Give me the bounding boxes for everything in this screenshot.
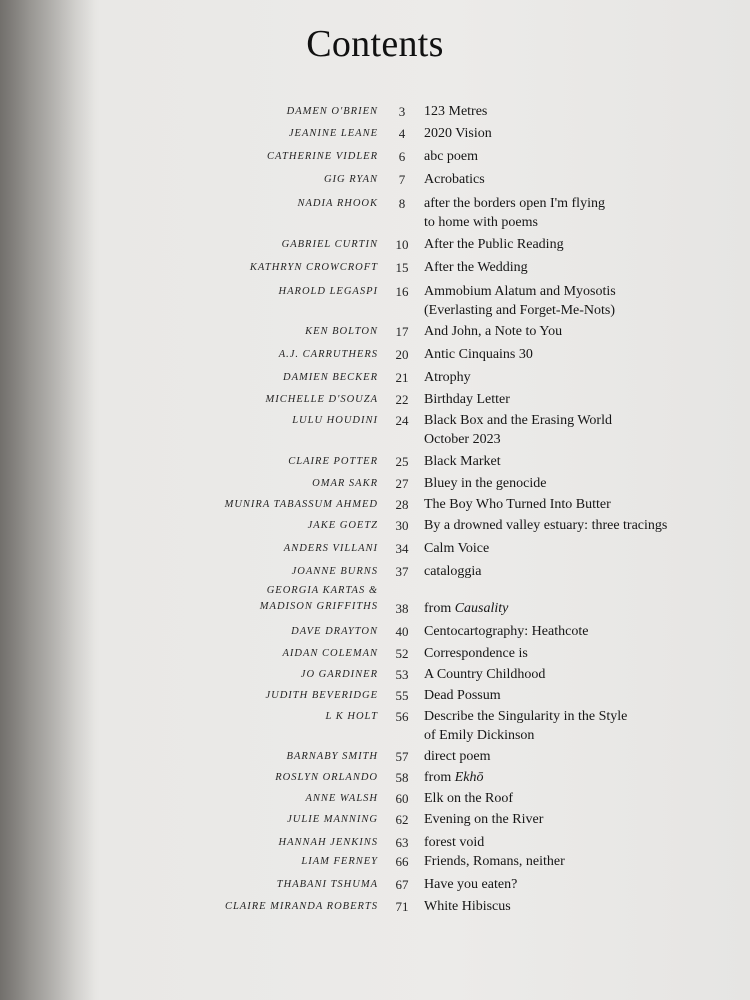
author-name: ROSLYN ORLANDO — [275, 772, 378, 783]
page-number: 55 — [395, 688, 409, 703]
poem-title: 2020 Vision — [424, 126, 492, 141]
poem-title: Friends, Romans, neither — [424, 854, 565, 869]
poem-title: Dead Possum — [424, 688, 501, 703]
page-number: 17 — [395, 324, 409, 339]
author-name: KEN BOLTON — [305, 326, 378, 337]
poem-title: Elk on the Roof — [424, 791, 514, 806]
poem-title: The Boy Who Turned Into Butter — [424, 497, 611, 512]
poem-title — [424, 282, 724, 320]
page-number: 3 — [398, 104, 406, 119]
author-name: MICHELLE D'SOUZA — [265, 394, 378, 405]
page-number: 34 — [395, 541, 409, 556]
author-name: OMAR SAKR — [312, 478, 378, 489]
poem-title: After the Public Reading — [424, 237, 564, 252]
page-number: 58 — [395, 770, 409, 785]
page-number: 7 — [398, 172, 406, 187]
author-name: JO GARDINER — [300, 669, 378, 680]
page-number: 24 — [395, 413, 409, 428]
poem-title — [424, 599, 724, 618]
author-name: L K HOLT — [325, 711, 378, 722]
author-name: AIDAN COLEMAN — [282, 648, 378, 659]
page-number: 71 — [395, 899, 409, 914]
page-number: 52 — [395, 646, 409, 661]
page-number: 21 — [395, 370, 409, 385]
author-name — [260, 583, 378, 615]
page-number: 15 — [395, 260, 409, 275]
poem-title — [424, 768, 724, 787]
poem-title: A Country Childhood — [424, 667, 546, 682]
author-name: GABRIEL CURTIN — [281, 239, 378, 250]
page-number: 53 — [395, 667, 409, 682]
poem-title-prefix: from — [424, 770, 455, 785]
poem-title — [424, 707, 724, 745]
page-number: 16 — [395, 284, 409, 299]
page-number: 20 — [395, 347, 409, 362]
poem-title: And John, a Note to You — [424, 324, 563, 339]
page-number: 28 — [395, 497, 409, 512]
poem-title: After the Wedding — [424, 260, 528, 275]
page-number: 30 — [395, 518, 409, 533]
page-number: 56 — [395, 709, 409, 724]
poem-title-line: Black Box and the Erasing World — [424, 413, 612, 428]
poem-title: By a drowned valley estuary: three tracings — [424, 518, 668, 533]
poem-title-line: (Everlasting and Forget-Me-Nots) — [424, 303, 616, 318]
author-name: HAROLD LEGASPI — [278, 286, 378, 297]
poem-title-line: October 2023 — [424, 432, 501, 447]
page-number: 22 — [395, 392, 409, 407]
author-name-line: GEORGIA KARTAS & — [266, 585, 378, 596]
author-name: CATHERINE VIDLER — [267, 151, 378, 162]
author-name: ANNE WALSH — [305, 793, 378, 804]
poem-title-line: to home with poems — [424, 215, 538, 230]
page-number: 40 — [395, 624, 409, 639]
poem-title-prefix: from — [424, 601, 455, 616]
author-name: GIG RYAN — [323, 174, 378, 185]
poem-title: Birthday Letter — [424, 392, 510, 407]
author-name: DAMIEN BECKER — [283, 372, 378, 383]
author-name: DAVE DRAYTON — [291, 626, 378, 637]
author-name: DAMEN O'BRIEN — [286, 106, 378, 117]
poem-title-line: Describe the Singularity in the Style — [424, 709, 628, 724]
page-number: 63 — [395, 835, 409, 850]
author-name: A.J. CARRUTHERS — [278, 349, 378, 360]
author-name: HANNAH JENKINS — [278, 837, 378, 848]
poem-title: direct poem — [424, 749, 491, 764]
page-number: 6 — [398, 149, 406, 164]
poem-title-italic: Causality — [454, 601, 509, 616]
page-number: 57 — [395, 749, 409, 764]
author-name: JUDITH BEVERIDGE — [265, 690, 378, 701]
poem-title-line: after the borders open I'm flying — [424, 196, 605, 211]
author-name: JOANNE BURNS — [291, 566, 378, 577]
poem-title: 123 Metres — [424, 104, 488, 119]
page-number: 10 — [395, 237, 409, 252]
page-number: 60 — [395, 791, 409, 806]
poem-title: Bluey in the genocide — [424, 476, 547, 491]
poem-title: Correspondence is — [424, 646, 528, 661]
page-number: 37 — [395, 564, 409, 579]
author-name: LIAM FERNEY — [301, 856, 378, 867]
author-name: CLAIRE POTTER — [288, 456, 378, 467]
page-number: 25 — [395, 454, 409, 469]
author-name: LULU HOUDINI — [292, 415, 378, 426]
author-name: MUNIRA TABASSUM AHMED — [224, 499, 378, 510]
author-name: JAKE GOETZ — [307, 520, 378, 531]
poem-title-italic: Ekhō — [454, 770, 484, 785]
author-name: JEANINE LEANE — [288, 128, 378, 139]
poem-title: Have you eaten? — [424, 877, 518, 892]
poem-title-line: Ammobium Alatum and Myosotis — [424, 284, 616, 299]
page-title: Contents — [306, 23, 444, 65]
page-number: 67 — [395, 877, 409, 892]
poem-title: Acrobatics — [424, 172, 485, 187]
poem-title — [424, 411, 724, 449]
poem-title: cataloggia — [424, 564, 482, 579]
page-number: 62 — [395, 812, 409, 827]
page-number: 38 — [395, 601, 409, 616]
poem-title: Calm Voice — [424, 541, 490, 556]
author-name: KATHRYN CROWCROFT — [249, 262, 378, 273]
page-number: 8 — [398, 196, 406, 211]
author-name: BARNABY SMITH — [286, 751, 378, 762]
poem-title — [424, 194, 724, 232]
author-name: JULIE MANNING — [287, 814, 378, 825]
author-name: CLAIRE MIRANDA ROBERTS — [224, 901, 378, 912]
poem-title-line: of Emily Dickinson — [424, 728, 535, 743]
poem-title: Atrophy — [424, 370, 471, 385]
poem-title: Centocartography: Heathcote — [424, 624, 589, 639]
author-name: NADIA RHOOK — [297, 198, 378, 209]
poem-title: Antic Cinquains 30 — [424, 347, 533, 362]
poem-title: White Hibiscus — [424, 899, 511, 914]
poem-title: Black Market — [424, 454, 501, 469]
poem-title: abc poem — [424, 149, 479, 164]
poem-title: Evening on the River — [424, 812, 544, 827]
page-number: 66 — [395, 854, 409, 869]
author-name: ANDERS VILLANI — [283, 543, 378, 554]
poem-title: forest void — [424, 835, 485, 850]
author-name: THABANI TSHUMA — [276, 879, 378, 890]
page-number: 27 — [395, 476, 409, 491]
page-number: 4 — [398, 126, 406, 141]
author-name-line: MADISON GRIFFITHS — [259, 601, 378, 612]
